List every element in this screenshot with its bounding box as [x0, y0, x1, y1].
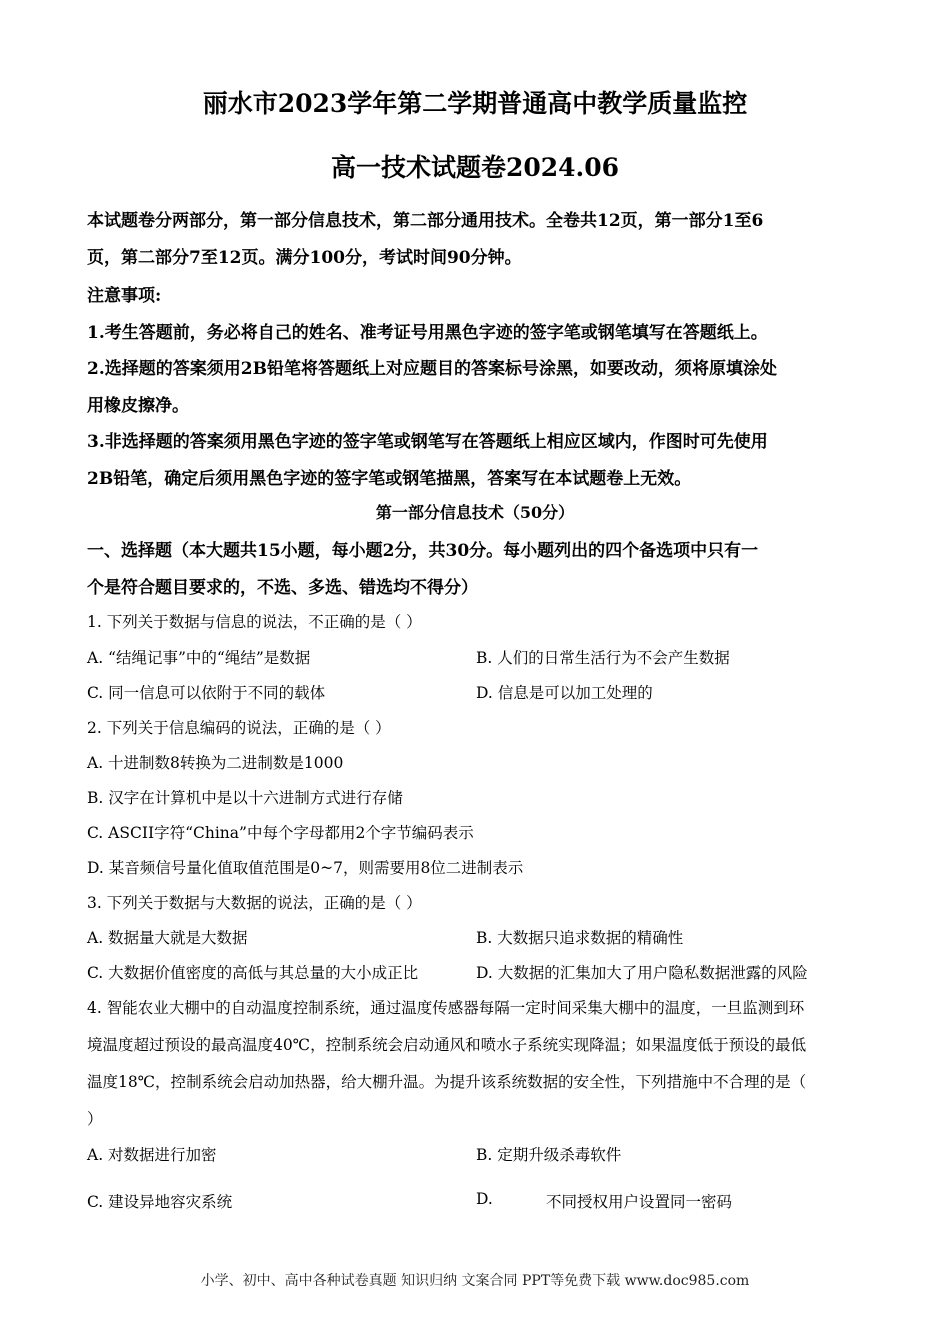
q1-option-d: D. 信息是可以加工处理的 [476, 684, 653, 702]
section1-heading: 一、选择题（本大题共15小题，每小题2分，共30分。每小题列出的四个备选项中只有一 [87, 541, 759, 561]
q4-stem-3: 温度18℃，控制系统会启动加热器，给大棚升温。为提升该系统数据的安全性，下列措施中不合理的是（ [87, 1073, 807, 1091]
q3-stem: 3. 下列关于数据与大数据的说法，正确的是（ ） [87, 894, 422, 912]
exam-title: 丽水市2023学年第二学期普通高中教学质量监控 [202, 89, 748, 118]
q3-option-d: D. 大数据的汇集加大了用户隐私数据泄露的风险 [476, 964, 808, 982]
q1-option-b: B. 人们的日常生活行为不会产生数据 [476, 649, 730, 667]
exam-subtitle: 高一技术试题卷2024.06 [330, 153, 620, 182]
q2-stem: 2. 下列关于信息编码的说法，正确的是（ ） [87, 719, 391, 737]
q4-option-b: B. 定期升级杀毒软件 [476, 1146, 622, 1164]
note-1: 1.考生答题前，务必将自己的姓名、准考证号用黑色字迹的签字笔或钢笔填写在答题纸上。 [87, 323, 768, 343]
q1-stem: 1. 下列关于数据与信息的说法，不正确的是（ ） [87, 613, 422, 631]
note-2-cont: 用橡皮擦净。 [87, 396, 189, 416]
q2-option-d: D. 某音频信号量化值取值范围是0~7，则需要用8位二进制表示 [87, 859, 524, 877]
q3-option-c: C. 大数据价值密度的高低与其总量的大小成正比 [87, 964, 419, 982]
q3-option-b: B. 大数据只追求数据的精确性 [476, 929, 684, 947]
note-3-cont: 2B铅笔，确定后须用黑色字迹的签字笔或钢笔描黑，答案写在本试题卷上无效。 [87, 469, 692, 489]
q1-option-c: C. 同一信息可以依附于不同的载体 [87, 684, 326, 702]
q4-option-d-label: D. [476, 1190, 493, 1208]
section1-heading-cont: 个是符合题目要求的，不选、多选、错选均不得分） [87, 578, 478, 598]
note-2: 2.选择题的答案须用2B铅笔将答题纸上对应题目的答案标号涂黑，如要改动，须将原填涂处 [87, 359, 777, 379]
q2-option-c: C. ASCII字符“China”中每个字母都用2个字节编码表示 [87, 824, 474, 842]
q4-stem-4: ） [87, 1110, 103, 1128]
intro-line-2: 页，第二部分7至12页。满分100分，考试时间90分钟。 [87, 248, 522, 268]
q4-option-c: C. 建设异地容灾系统 [87, 1193, 233, 1211]
q1-option-a: A. “结绳记事”中的“绳结”是数据 [87, 649, 311, 667]
note-3: 3.非选择题的答案须用黑色字迹的签字笔或钢笔写在答题纸上相应区域内，作图时可先使用 [87, 432, 768, 452]
notes-heading: 注意事项: [87, 286, 162, 306]
q2-option-b: B. 汉字在计算机中是以十六进制方式进行存储 [87, 789, 403, 807]
q2-option-a: A. 十进制数8转换为二进制数是1000 [87, 754, 344, 772]
q4-option-a: A. 对数据进行加密 [87, 1146, 217, 1164]
q3-option-a: A. 数据量大就是大数据 [87, 929, 248, 947]
q4-stem-2: 境温度超过预设的最高温度40℃，控制系统会启动通风和喷水子系统实现降温；如果温度低于预设的最低 [87, 1036, 807, 1054]
page-footer: 小学、初中、高中各种试卷真题 知识归纳 文案合同 PPT等免费下载 www.doc985.com [200, 1273, 750, 1289]
q4-option-d-text: 不同授权用户设置同一密码 [546, 1193, 733, 1211]
q4-stem-1: 4. 智能农业大棚中的自动温度控制系统，通过温度传感器每隔一定时间采集大棚中的温度，一旦监测到环 [87, 999, 805, 1017]
intro-line-1: 本试题卷分两部分，第一部分信息技术，第二部分通用技术。全卷共12页，第一部分1至6 [87, 211, 764, 231]
part1-heading: 第一部分信息技术（50分） [375, 503, 575, 522]
